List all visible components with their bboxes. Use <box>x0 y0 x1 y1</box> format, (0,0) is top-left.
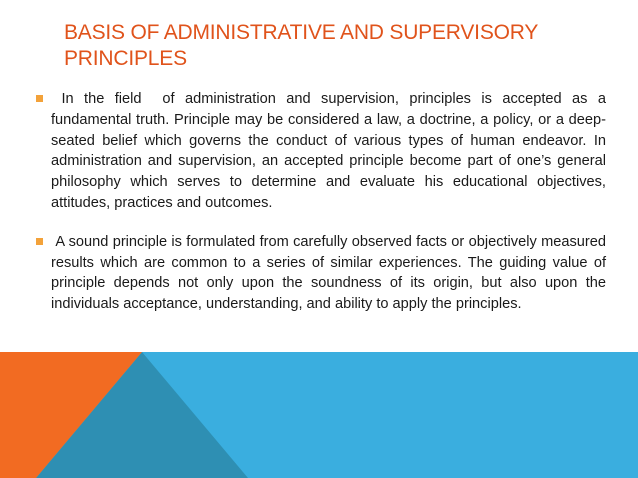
bullet-text-1: In the field of administration and supervision, principles is accepted as a fundamental truth. Principle may be considered a law, a doctrine, a policy, or a deep-seated belief which governs the conduct of various types of human endeavor. In administration and supervision, an accepted principle become part of one’s general philosophy which serves to determine and evaluate his educational objectives, attitudes, practices and outcomes. <box>51 91 611 211</box>
slide-title-line-2: PRINCIPLES <box>64 47 187 70</box>
bullet-text-2: A sound principle is formulated from carefully observed facts or objectively measured results which are common to a series of similar experiences. The guiding value of principle depends not only upon the soundness of its origin, but also upon the individuals acceptance, understanding, and ability to apply the principles. <box>51 233 611 313</box>
square-bullet-icon <box>36 238 43 245</box>
bullet-item-2 <box>34 232 611 315</box>
decorative-footer-shapes <box>0 352 638 478</box>
square-bullet-icon <box>36 95 43 102</box>
bullet-item-1 <box>34 89 611 214</box>
slide-title <box>64 20 584 72</box>
slide-title-line-1: BASIS OF ADMINISTRATIVE AND SUPERVISORY <box>64 21 539 44</box>
slide-body <box>34 89 611 315</box>
